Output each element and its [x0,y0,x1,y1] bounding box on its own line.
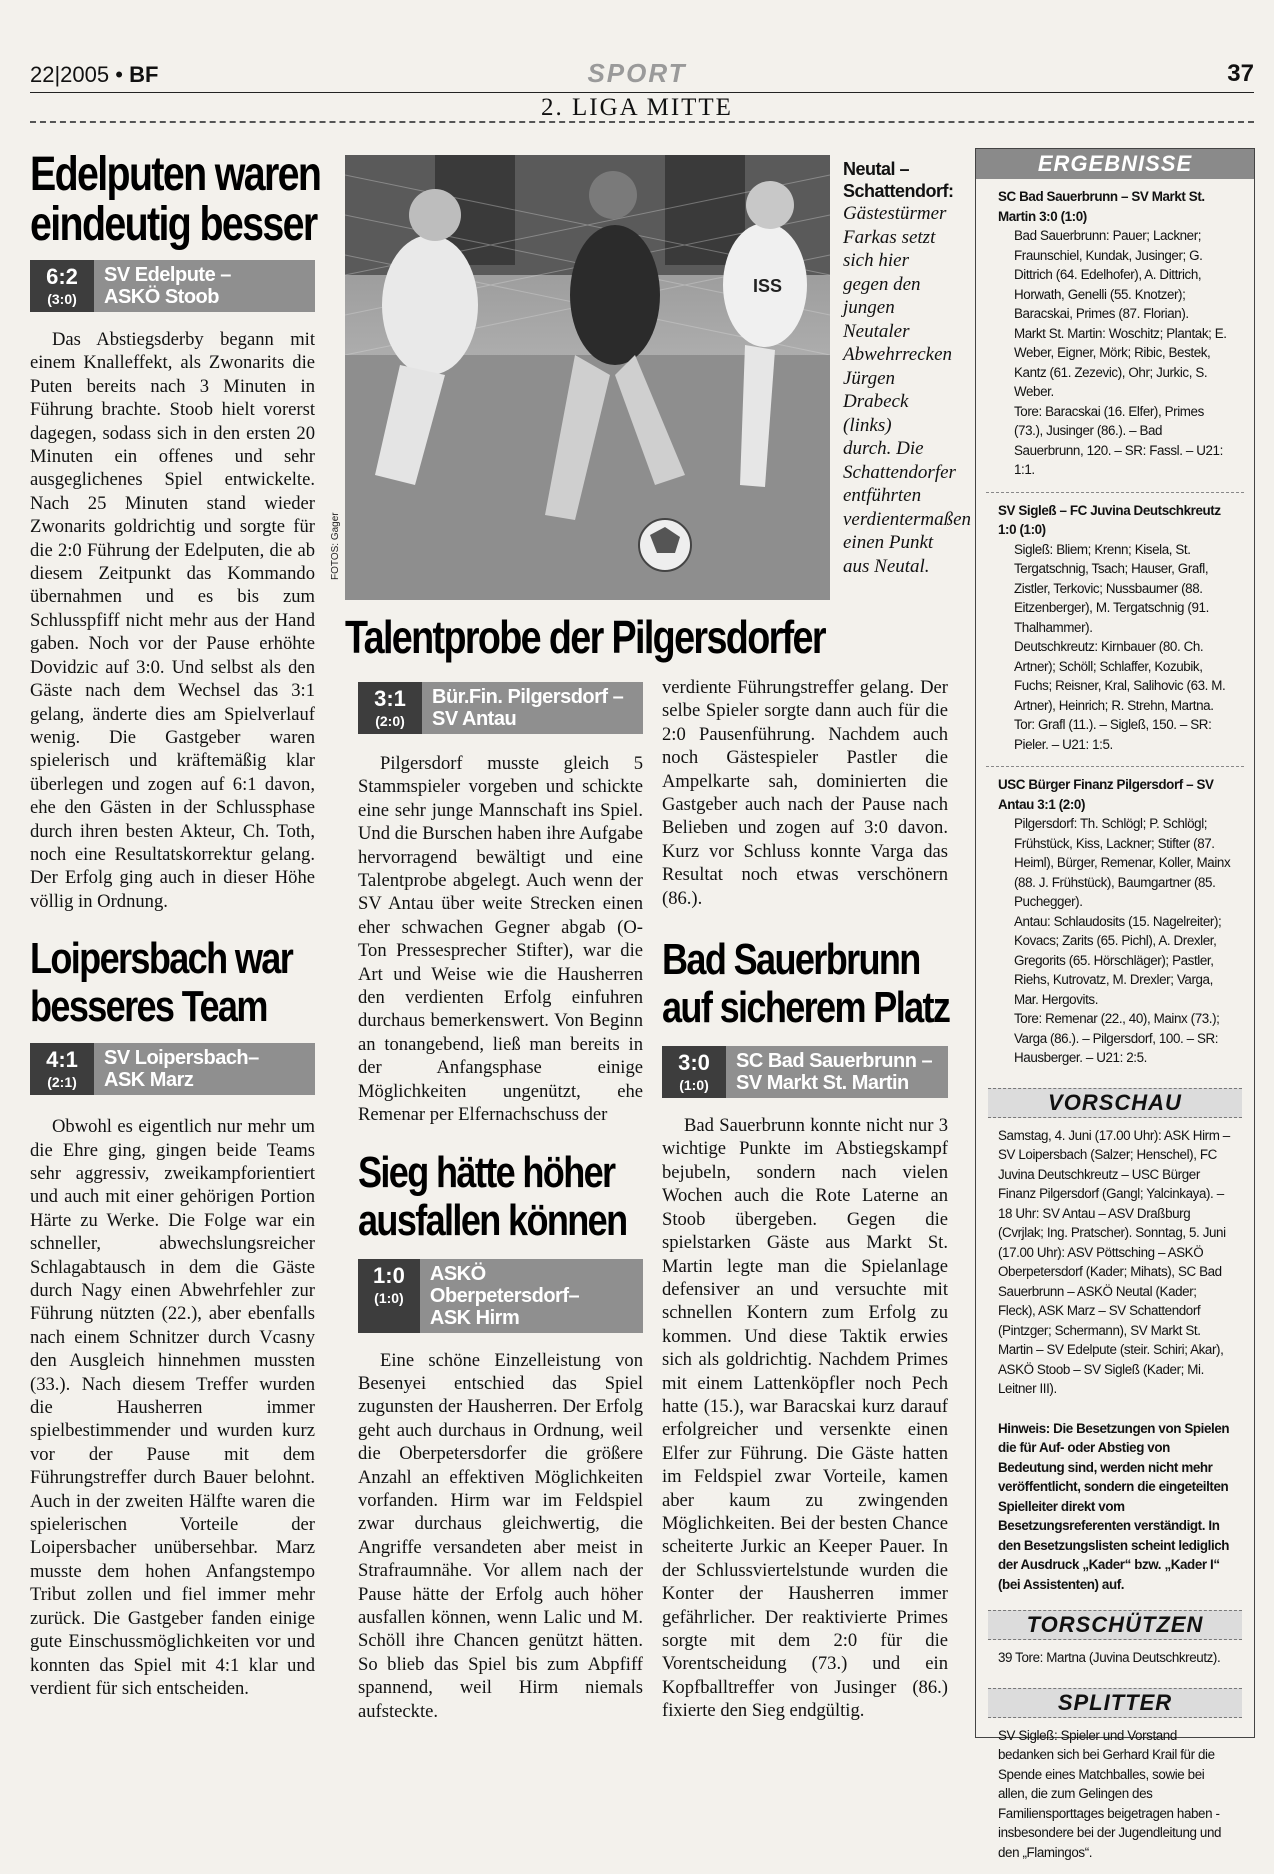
preview-title: VORSCHAU [988,1088,1242,1118]
headline-line: eindeutig besser [30,200,264,250]
home-team: ASKÖ Oberpetersdorf– [430,1263,633,1307]
results-sidebar [975,148,1255,1738]
headline-line: Sieg hätte höher [358,1149,592,1197]
teams [420,1259,643,1333]
score [30,1043,94,1095]
article-headline [30,935,264,1031]
notice-text: Hinweis: Die Besetzungen von Spielen die für Auf- oder Abstieg von Bedeutung sind, werden nicht mehr veröffentlicht, sondern die eingeteilten Spielleiter direkt vom Besetzungsreferenten verständigt. In den Besetzungslisten scheint lediglich der Ausdruck „Kader“ bzw. „Kader I“ (bei Assistenten) auf. [976,1411,1254,1603]
score [358,1259,420,1333]
score-box [662,1046,948,1098]
results-title: ERGEBNISSE [976,149,1254,179]
lineup-away: Antau: Schlaudosits (15. Nagelreiter); Kovacs; Zarits (65. Pichl), A. Drexler, Gregorits (65. Hörschläger); Pastler, Riehs, Kutrovatz, M. Drexler; Varga, Mar. Hergovits. [998,912,1232,1010]
headline-line: Bad Sauerbrunn [662,936,897,984]
caption-head: Neutal – Schattendorf: [843,158,943,202]
header-bullet: • [115,62,123,87]
preview-text: Samstag, 4. Juni (17.00 Uhr): ASK Hirm – SV Loipersbach (Salzer; Henschel), FC Juvina Deutschkreutz – USC Bürger Finanz Pilgersdorf (Gangl; Yalcinkaya). – 18 Uhr: SV Antau – ASV Draßburg (Cvrjlak; Ing. Pratscher). Sonntag, 5. Juni (17.00 Uhr): ASV Pöttsching – ASKÖ Oberpetersdorf (Kader; Mihats), SC Bad Sauerbrunn – ASKÖ Neutal (Kader; Fleck), ASK Marz – SV Schattendorf (Pintzger; Schermann), SV Markt St. Martin – SV Edelpute (steir. Schiri; Akar), ASKÖ Stoob – SV Sigleß (Kader; Mi. Leitner III). [986,1124,1244,1411]
scorers-title: TORSCHÜTZEN [988,1610,1242,1640]
teams [94,260,241,312]
final-score: 3:0 [662,1052,726,1074]
football-scene-illustration [345,155,830,600]
away-team: SV Antau [432,708,623,730]
match-title: SC Bad Sauerbrunn – SV Markt St. Martin 3:0 (1:0) [998,187,1232,226]
column-mid [358,672,643,1723]
match-result [986,179,1244,493]
lineup-away: Deutschkreutz: Kirnbauer (80. Ch. Artner); Schöll; Schlaffer, Kozubik, Fuchs; Reisner, Kral, Salihovic (63. M. Artner), Heinrich; R. Strehn, Martna. [998,637,1232,715]
match-result [986,493,1244,768]
away-team: ASK Marz [104,1069,259,1091]
match-goals: Tore: Remenar (22., 40), Mainx (73.); Varga (86.). – Pilgersdorf, 100. – SR: Hausberger. – U21: 2:5. [998,1009,1232,1068]
match-title: SV Sigleß – FC Juvina Deutschkreutz 1:0 (1:0) [998,501,1232,540]
headline-line: Loipersbach war [30,935,264,983]
column-left [30,150,315,1700]
final-score: 6:2 [30,266,94,288]
article-body: Eine schöne Einzelleistung von Besenyei entschied das Spiel zugunsten der Hausherren. Der Erfolg geht auch durchaus in Ordnung, weil die Oberpetersdorfer die größere Anzahl an effektiven Möglichkeiten vorfanden. Hirm war im Feldspiel zwar durchaus gleichwertig, die Angriffe versandeten aber meist in Strafraumnähe. Vor allem nach der Pause hätte der Erfolg auch höher ausfallen können, wenn Lalic und M. Schöll ihre Chancen genützt hätten. So blieb das Spiel bis zum Abpfiff spannend, weil Hirm niemals aufsteckte. [358,1349,643,1724]
halftime-score: (1:0) [662,1078,726,1092]
final-score: 4:1 [30,1049,94,1071]
halftime-score: (2:1) [30,1075,94,1089]
article-talentprobe [345,612,955,662]
score-box [358,1259,643,1333]
page-number: 37 [1227,60,1254,88]
teams [726,1046,942,1098]
issue-number: 22|2005 [30,62,109,87]
home-team: SC Bad Sauerbrunn – [736,1050,932,1072]
scorers-text: 39 Tore: Martna (Juvina Deutschkreutz). [986,1646,1244,1680]
article-headline [30,150,264,250]
teams [94,1043,269,1095]
match-title: USC Bürger Finanz Pilgersdorf – SV Antau 3:1 (2:0) [998,775,1232,814]
final-score: 3:1 [358,688,422,710]
headline-line: ausfallen können [358,1197,592,1245]
score [358,682,422,734]
lineup-away: Markt St. Martin: Woschitz; Plantak; E. Weber, Eigner, Mörk; Ribic, Bestek, Kantz (61. Zezevic), Ohr; Jurkic, S. Weber. [998,324,1232,402]
caption-text: Gästestürmer Farkas setzt sich hier gegen den jungen Neutaler Abwehrrecken Jürgen Drabeck (links) durch. Die Schattendorfer entführten verdientermaßen einen Punkt aus Neutal. [843,202,943,578]
away-team: SV Markt St. Martin [736,1072,932,1094]
photo-caption [843,158,943,578]
match-result [986,767,1244,1080]
score-box [30,260,315,312]
home-team: SV Loipersbach– [104,1047,259,1069]
lineup-home: Bad Sauerbrunn: Pauer; Lackner; Fraunschiel, Kundak, Jusinger; G. Dittrich (64. Edelhofer), A. Dittrich, Horwath, Genelli (55. Knotzer); Baracskai, Primes (87. Florian). [998,226,1232,324]
score [30,260,94,312]
article-body: Das Abstiegsderby begann mit einem Knalleffekt, als Zwonarits die Puten bereits nach 3 Minuten in Führung brachte. Stoob hielt vorerst dagegen, sodass sich in den ersten 20 Minuten ein offenes und sehr ausgeglichenes Spiel entwickelte. Nach 25 Minuten stand wieder Zwonarits goldrichtig und sorgte für die 2:0 Führung der Edelputen, die ab diesem Zeitpunkt das Kommando übernahmen und es bis zum Schlusspfiff nicht mehr aus der Hand gaben. Noch vor der Pause erhöhte Dovidzic auf 3:0. Und selbst als den Gäste nach dem Wechsel das 3:1 gelang, änderte dies am Spielverlauf wenig. Die Gastgeber waren spielerisch und kräftemäßig klar überlegen und zogen auf 6:1 davon, ehe den Gästen in der Schlussphase durch ihren besten Akteur, Ch. Toth, noch eine Resultatskorrektur gelang. Der Erfolg ging auch in dieser Höhe völlig in Ordnung. [30,328,315,913]
lineup-home: Pilgersdorf: Th. Schlögl; P. Schlögl; Frühstück, Kiss, Lackner; Stifter (87. Heiml), Bürger, Remenar, Koller, Mainx (88. J. Frühstück), Baumgartner (85. Puchegger). [998,814,1232,912]
match-photo [345,155,830,600]
match-goals: Tore: Baracskai (16. Elfer), Primes (73.), Jusinger (86.). – Bad Sauerbrunn, 120. – SR: Fassl. – U21: 1:1. [998,402,1232,480]
away-team: ASK Hirm [430,1307,633,1329]
splitter-title: SPLITTER [988,1688,1242,1718]
article-headline [662,936,897,1032]
article-body: Bad Sauerbrunn konnte nicht nur 3 wichtige Punkte im Abstiegskampf bejubeln, sondern nach vielen Wochen auch die Rote Laterne an Stoob übergeben. Gegen die spielstarken Gäste aus Markt St. Martin legte man die Spielanlage defensiver an und versuchte mit schnellen Kontern zum Erfolg zu kommen. Und diese Taktik erwies sich als goldrichtig. Nachdem Primes mit einem Lattenköpfler noch Pech hatte (15.), war Baracskai kurz darauf erfolgreicher und versenkte einen Elfer zur Führung. Die Gäste hatten im Feldspiel zwar Vorteile, kamen aber kaum zu zwingenden Möglichkeiten. Bei der besten Chance scheiterte Jurkic an Keeper Pauer. In der Schlussviertelstunde wurden die Konter der Hausherren immer gefährlicher. Der reaktivierte Primes sorgte mit dem 2:0 für die Vorentscheidung (73.) und ein Kopfballtreffer von Jusinger (86.) fixierte den Sieg endgültig. [662,1114,948,1723]
jersey-text: ISS [753,276,782,296]
header-rule [30,92,1254,93]
publication-name: BF [129,62,158,87]
halftime-score: (2:0) [358,714,422,728]
splitter-text: SV Sigleß: Spieler und Vorstand bedanken sich bei Gerhard Krail für die Spende eines Matchballes, sowie bei allen, die zum Gelingen des Familiensporttages beigetragen haben - insbesondere bei der Jugendleitung und den „Flamingos“. [986,1724,1244,1874]
column-right-text [662,676,948,1723]
article-body-continued: verdiente Führungstreffer gelang. Der selbe Spieler sorgte dann auch für die 2:0 Pausenführung. Nachdem auch noch Gästespieler Pastler die Ampelkarte sah, dominierten die Gastgeber auch nach der Pause nach Belieben und zogen auf 3:0 davon. Kurz vor Schluss konnte Varga das Resultat noch etwas verschönern (86.). [662,676,948,910]
score-box [30,1043,315,1095]
home-team: SV Edelpute – [104,264,231,286]
match-goals: Tor: Grafl (11.). – Sigleß, 150. – SR: Pieler. – U21: 1:5. [998,715,1232,754]
away-team: ASKÖ Stoob [104,286,231,308]
article-body: Obwohl es eigentlich nur mehr um die Ehre ging, gingen beide Teams sehr aggressiv, zweikampforientiert und auch mit einer gehörigen Portion Härte zu Werke. Die Folge war ein schneller, abwechslungsreicher Schlagabtausch in dem die Gäste durch Nagy einen Abwehrfehler zur Führung nützten (22.), aber ebenfalls nach einem Schnitzer durch Vcasny den Ausgleich hinnehmen mussten (33.). Nach diesem Treffer wurden die Hausherren immer spielbestimmender und wurden kurz vor der Pause mit dem Führungstreffer durch Bauer belohnt. Auch in der zweiten Hälfte waren die spielerischen Vorteile der Loipersbacher unübersehbar. Marz musste dem hohen Anfangstempo Tribut zollen und fiel immer mehr zurück. Die Gastgeber fanden einige gute Einschussmöglichkeiten vor und konnten das Spiel mit 4:1 klar und verdient für sich entscheiden. [30,1115,315,1700]
final-score: 1:0 [358,1265,420,1287]
headline-line: Edelputen waren [30,150,264,200]
section-title: SPORT [0,58,1274,89]
header-dashed-rule [30,121,1254,123]
teams [422,682,633,734]
photo-credit: FOTOS: Gager [330,512,341,580]
lineup-home: Sigleß: Bliem; Krenn; Kisela, St. Tergatschnig, Tsach; Hauser, Grafl, Zistler, Terkovic; Nussbaumer (88. Eitzenberger), M. Tergatschnig (91. Thalhammer). [998,540,1232,638]
article-headline [358,1149,592,1245]
article-headline: Talentprobe der Pilgersdorfer [345,612,845,662]
league-title: 2. LIGA MITTE [0,94,1274,122]
halftime-score: (1:0) [358,1291,420,1305]
article-body: Pilgersdorf musste gleich 5 Stammspieler vorgeben und schickte eine sehr junge Mannschaft ins Spiel. Und die Burschen haben ihre Aufgabe hervorragend bewältigt und eine Talentprobe abgelegt. Auch wenn der SV Antau über weite Strecken einen eher schwachen Gegner abgab (O-Ton Pressesprecher Stifter), war die Art und Weise wie die Hausherren den verdienten Erfolg einfuhren durchaus bemerkenswert. Von Beginn an tonangebend, ließ man bereits in der Anfangsphase einige Möglichkeiten ungenützt, ehe Remenar per Elfernachschuss der [358,752,643,1127]
headline-line: auf sicherem Platz [662,984,897,1032]
headline-line: besseres Team [30,983,264,1031]
score [662,1046,726,1098]
home-team: Bür.Fin. Pilgersdorf – [432,686,623,708]
score-box [358,682,643,734]
halftime-score: (3:0) [30,292,94,306]
